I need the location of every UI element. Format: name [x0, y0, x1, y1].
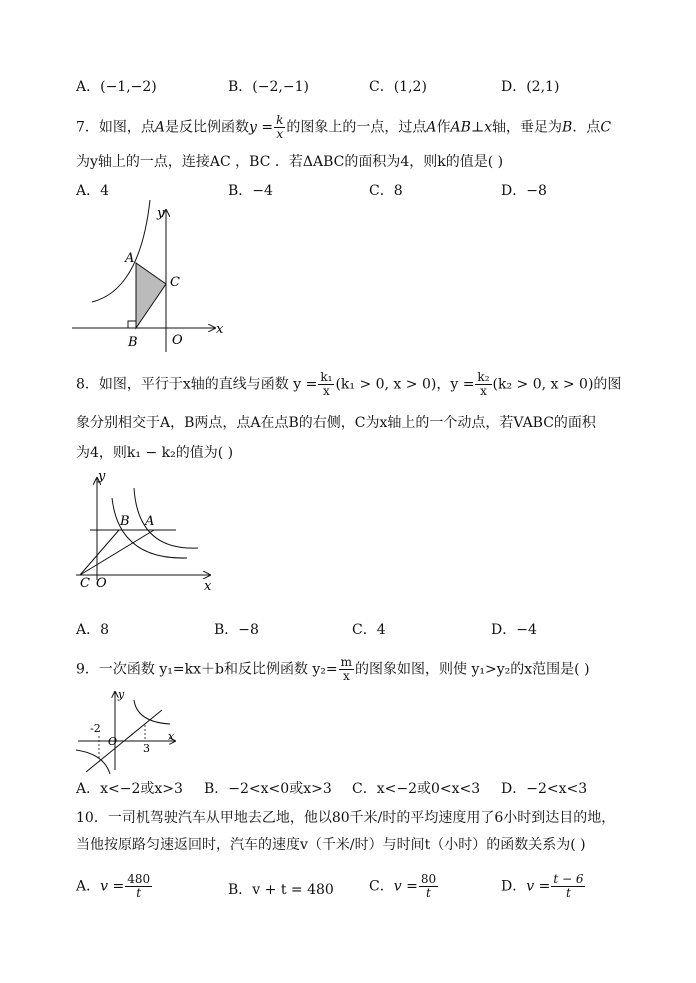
q8-frac2-num: k₂	[477, 370, 490, 384]
q10-c-den: t	[426, 886, 431, 900]
q10-d-num: t − 6	[553, 872, 584, 886]
label-o: O	[108, 735, 118, 748]
q10-option-a	[76, 873, 153, 900]
q8-option-b: B．−8	[214, 622, 259, 638]
q10-option-a-frac	[125, 873, 152, 900]
q7-option-a: A．4	[76, 183, 110, 199]
q9-options	[76, 778, 636, 798]
curve-k1	[134, 488, 198, 548]
q10-option-d-frac	[551, 873, 585, 900]
q10-option-a-letter: A．	[76, 878, 101, 895]
q8-text: (k₁ > 0, x > 0)，y =	[335, 376, 475, 393]
q10-a-den: t	[136, 886, 142, 900]
q10-d-den: t	[565, 886, 571, 900]
q8-options	[76, 619, 636, 639]
q7-text: 是反比例函数	[165, 119, 250, 136]
label-b: B	[128, 335, 138, 350]
curve-y2-right	[134, 700, 170, 724]
q8-frac2-den: x	[480, 384, 487, 398]
q7-segment-ab: AB	[450, 119, 471, 136]
q7-frac-num: k	[276, 113, 284, 127]
q7-point-c: C	[600, 119, 612, 136]
q10-option-c-v: v =	[393, 878, 418, 895]
q9-text: 的图象如图，则使 y₁>y₂的x范围是( )	[355, 661, 590, 678]
q6-option-c: C．(1,2)	[369, 79, 427, 95]
q9-option-b: B．−2<x<0或x>3	[204, 781, 332, 797]
label-y: y	[118, 688, 125, 701]
q7-text: 作	[436, 119, 451, 136]
q6-option-a: A．(−1,−2)	[76, 79, 157, 95]
q7-perp: ⊥	[470, 119, 485, 136]
q7-option-c: C．8	[369, 183, 403, 199]
q8-text: (k₂ > 0, x > 0)的图	[492, 376, 622, 393]
q7-stem-line2: 为y轴上的一点，连接AC ，BC ．若ΔABC的面积为4，则k的值是( )	[76, 154, 504, 170]
triangle-abc	[136, 263, 166, 328]
q10-stem-line1: 10．一司机驾驶汽车从甲地去乙地，他以80千米/时的平均速度用了6小时到达目的地，	[76, 810, 616, 826]
q10-option-c-frac	[419, 873, 438, 900]
q9-frac-den: x	[342, 669, 350, 683]
q7-options	[76, 180, 636, 200]
q9-frac-num: m	[340, 655, 353, 669]
q7-option-d: D．−8	[501, 183, 547, 199]
q7-point-a: A	[426, 119, 437, 136]
q9-option-d: D．−2<x<3	[501, 781, 588, 797]
q9-text: 9．一次函数 y₁=kx＋b和反比例函数 y₂=	[76, 661, 338, 678]
q9-figure	[72, 688, 182, 776]
q10-c-num: 80	[420, 872, 437, 886]
q7-text: 轴，垂足为	[492, 119, 563, 136]
q6-options	[76, 76, 636, 96]
q8-frac1-num: k₁	[320, 370, 333, 384]
q10-a-num: 480	[127, 872, 151, 886]
q8-stem-line2: 象分别相交于A，B两点，点A在点B的右侧，C为x轴上的一个动点，若VABC的面积	[76, 415, 596, 431]
q9-option-c: C．x<−2或0<x<3	[352, 781, 481, 797]
label-y: y	[98, 469, 106, 484]
q8-stem-line1	[76, 371, 621, 398]
q8-option-a: A．8	[76, 622, 110, 638]
label-x: x	[216, 322, 224, 337]
q7-text: 的图象上的一点，过点	[286, 119, 427, 136]
label-x: x	[204, 579, 212, 593]
q7-point-b: B	[562, 119, 573, 136]
q8-fraction-2	[475, 371, 491, 398]
q9-stem-line1	[76, 656, 590, 683]
q8-frac1-den: x	[323, 384, 330, 398]
label-y: y	[157, 206, 165, 221]
q7-fraction	[274, 114, 285, 141]
q10-option-d	[501, 873, 586, 900]
label-b: B	[120, 514, 130, 529]
q7-x: x	[484, 119, 493, 136]
q7-point-a: A	[154, 119, 166, 136]
label-3: 3	[143, 742, 150, 755]
segment-ca	[80, 530, 154, 575]
q10-option-c	[369, 873, 439, 900]
label-x: x	[168, 730, 175, 743]
right-angle-mark	[128, 321, 136, 328]
q7-stem-line1	[76, 114, 611, 141]
q7-figure	[70, 200, 230, 355]
q8-option-d: D．−4	[491, 622, 537, 638]
q10-options	[76, 873, 636, 903]
label-o: O	[172, 333, 183, 348]
q8-stem-line3: 为4，则k₁ − k₂的值为( )	[76, 445, 234, 461]
segment-cb	[80, 530, 119, 575]
q8-option-c: C．4	[352, 622, 386, 638]
q10-stem-line2: 当他按原路匀速返回时，汽车的速度v（千米/时）与时间t（小时）的函数关系为( )	[76, 837, 586, 853]
q8-fraction-1	[318, 371, 334, 398]
q7-func-y: y =	[249, 119, 274, 136]
label-a: A	[145, 514, 155, 529]
q9-fraction	[339, 656, 354, 683]
label-c: C	[80, 576, 90, 591]
q10-option-a-v: v =	[100, 878, 125, 895]
label-c: C	[170, 275, 180, 290]
q10-option-c-letter: C．	[369, 878, 394, 895]
curve-y2-left	[76, 750, 110, 774]
q8-figure	[72, 468, 217, 593]
q10-option-d-letter: D．	[501, 878, 527, 895]
label-a: A	[125, 251, 135, 266]
q9-option-a: A．x<−2或x>3	[76, 781, 183, 797]
q7-text: ．点	[572, 119, 601, 136]
label-neg2: -2	[90, 722, 101, 735]
q7-option-b: B．−4	[228, 183, 273, 199]
label-o: O	[96, 576, 107, 591]
q6-option-d: D．(2,1)	[501, 79, 560, 95]
q10-option-d-v: v =	[526, 878, 551, 895]
q8-text: 8．如图，平行于x轴的直线与函数 y =	[76, 376, 318, 393]
q7-frac-den: x	[276, 127, 284, 141]
q7-text: 7．如图，点	[76, 119, 155, 136]
q10-option-b: B．v + t = 480	[228, 882, 334, 898]
q6-option-b: B．(−2,−1)	[228, 79, 309, 95]
